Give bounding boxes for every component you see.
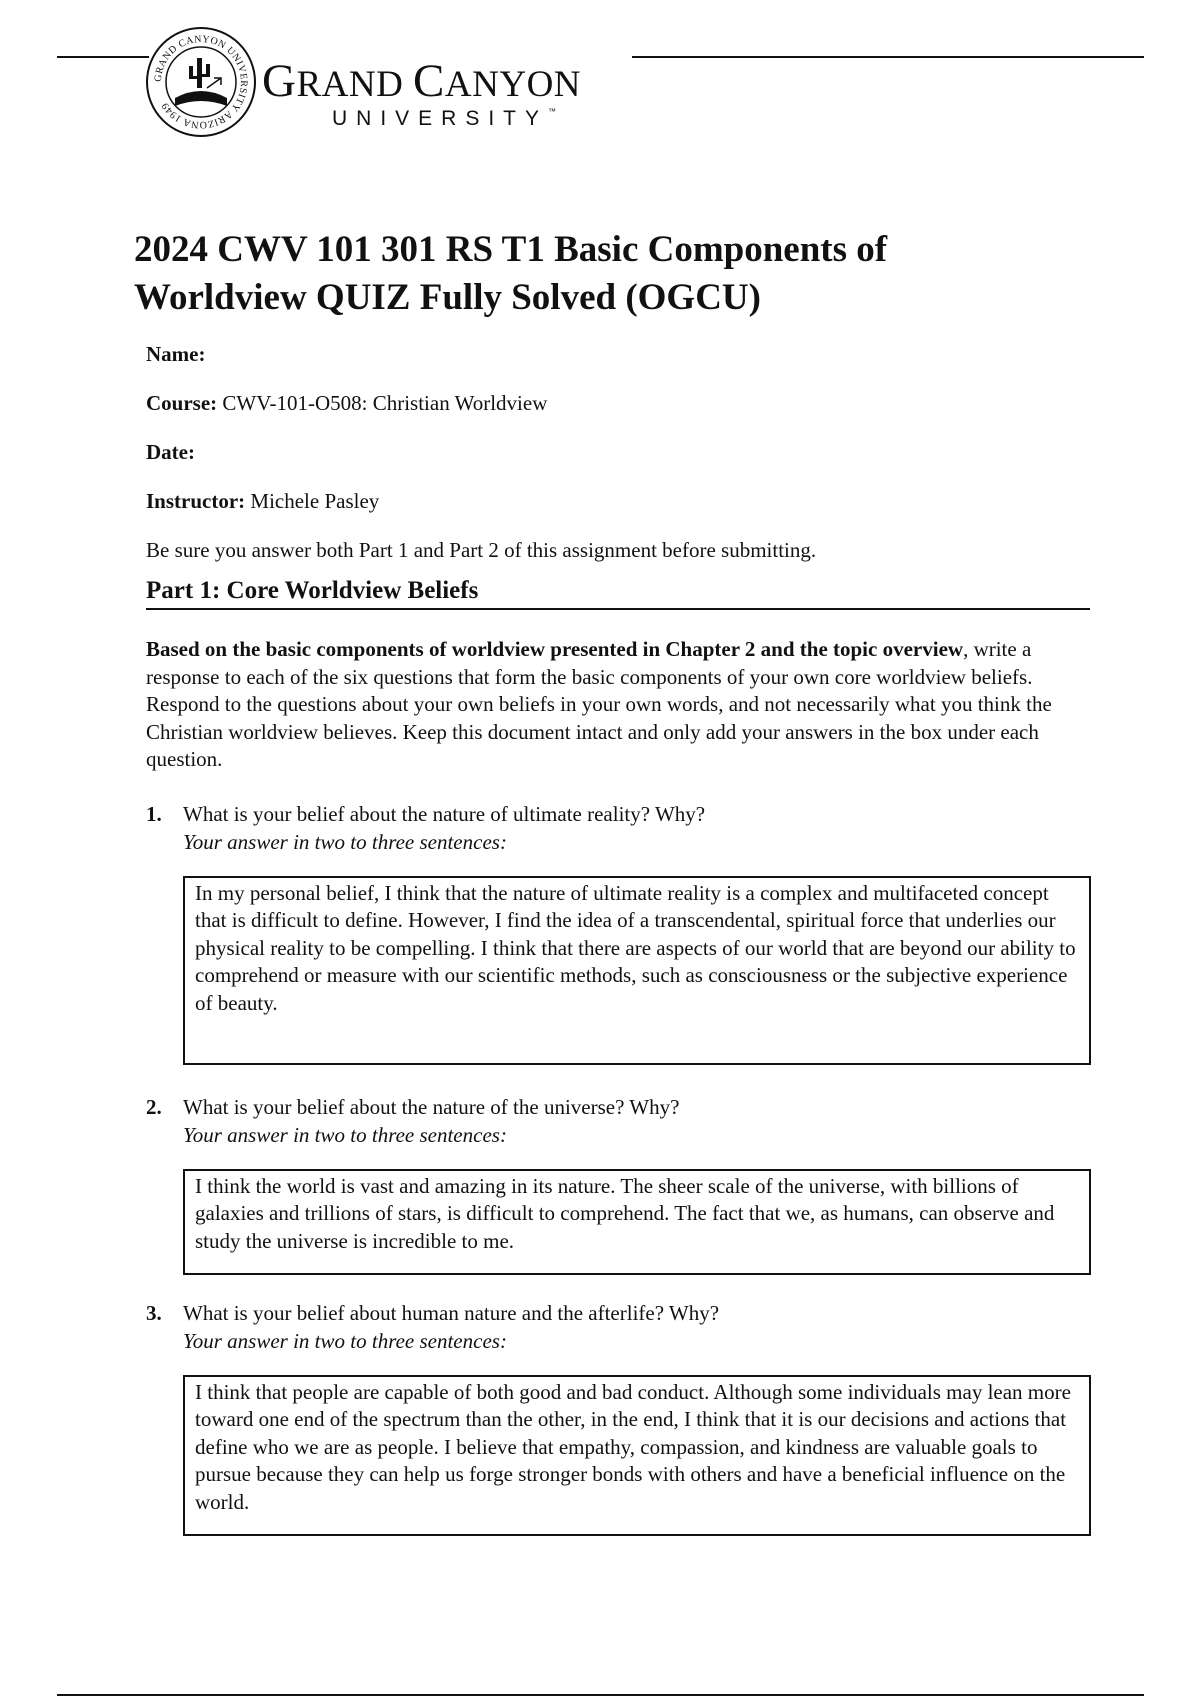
question-number: 2. [146,1094,162,1119]
course-field: Course: CWV-101-O508: Christian Worldview [146,391,548,415]
seal-text: GRAND CANYON UNIVERSITY ARIZONA 1949 [152,33,250,131]
document-title: 2024 CWV 101 301 RS T1 Basic Components of Worldview QUIZ Fully Solved (OGCU) [134,229,888,318]
footer-rule [57,1694,1144,1696]
question-3 [146,1299,1090,1536]
answer-box[interactable]: I think that people are capable of both good and bad conduct. Although some individuals may lean more toward one end of the spectrum than the other, in the end, I think that it is our decisions and actions that define who we are as people. I believe that empathy, compassion, and kindness are valuable goals to pursue because they can help us forge stronger bonds with others and have a beneficial influence on the world. [183,1375,1091,1536]
question-text: What is your belief about human nature and the afterlife? Why? [183,1300,720,1325]
name-field: Name: [146,342,206,366]
question-number: 3. [146,1300,162,1325]
answer-box[interactable]: I think the world is vast and amazing in its nature. The sheer scale of the universe, with billions of galaxies and trillions of stars, is difficult to comprehend. The fact that we, as humans, can observe and study the universe is incredible to me. [183,1169,1091,1275]
wordmark-sub: UNIVERSITY™ [332,107,557,130]
question-number: 1. [146,801,162,826]
intro-text: Be sure you answer both Part 1 and Part 2 of this assignment before submitting. [146,538,817,562]
answer-prompt: Your answer in two to three sentences: [183,829,507,854]
question-text: What is your belief about the nature of ultimate reality? Why? [183,801,706,826]
question-1 [146,800,1090,1065]
university-seal-logo [145,26,257,138]
question-text: What is your belief about the nature of the universe? Why? [183,1094,680,1119]
instructor-field: Instructor: Michele Pasley [146,489,380,513]
university-wordmark [262,55,642,131]
answer-prompt: Your answer in two to three sentences: [183,1328,507,1353]
wordmark-name: GRAND CANYON [262,55,582,107]
header-rule-right [632,56,1144,58]
part-1-heading: Part 1: Core Worldview Beliefs [146,576,1090,610]
answer-box[interactable]: In my personal belief, I think that the nature of ultimate reality is a complex and multifaceted concept that is difficult to define. However, I find the idea of a transcendental, spiritual force that underlies our physical reality to be compelling. I think that there are aspects of our world that are beyond our ability to comprehend or measure with our scientific methods, such as consciousness or the subjective experience of beauty. [183,876,1091,1065]
question-2 [146,1093,1090,1275]
header-rule-left [57,56,149,58]
instructions-paragraph: Based on the basic components of worldview presented in Chapter 2 and the topic overview, write a response to each of the six questions that form the basic components of your own core worldview beliefs. Respond to the questions about your own beliefs in your own words, and not necessarily what you think the Christian worldview believes. Keep this document intact and only add your answers in the box under each question. [146,637,1052,771]
answer-prompt: Your answer in two to three sentences: [183,1122,507,1147]
document-body [146,341,1090,1536]
date-field: Date: [146,440,195,464]
